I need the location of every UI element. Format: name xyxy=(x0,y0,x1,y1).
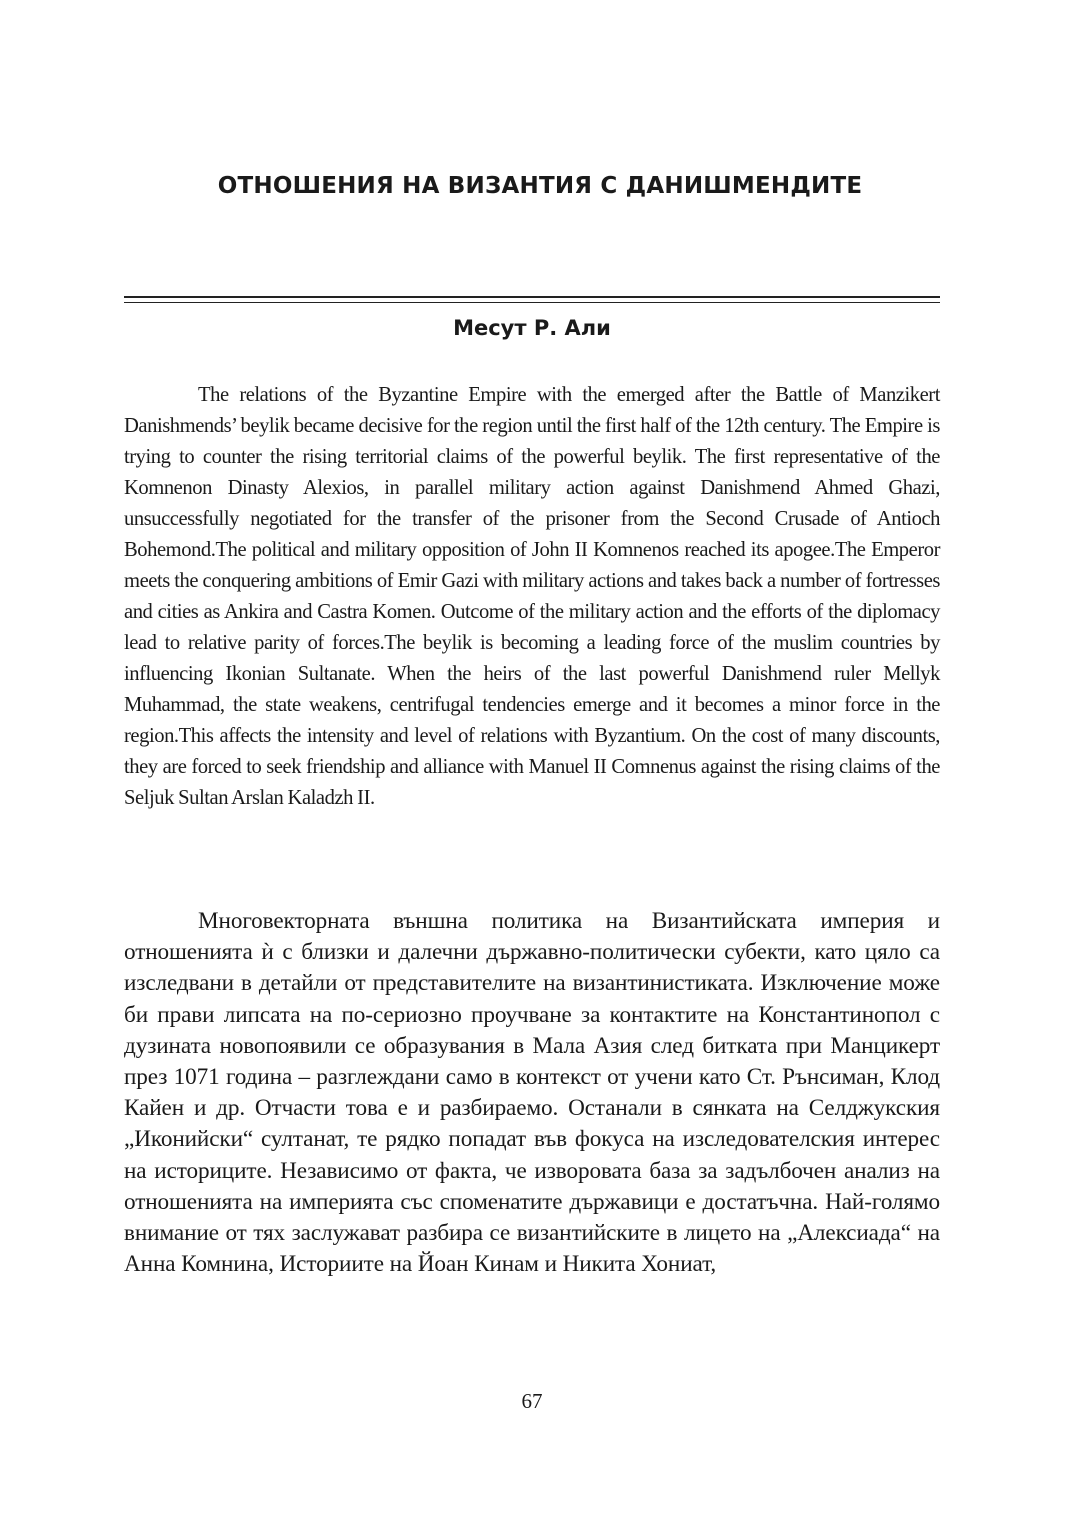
title-divider-thin xyxy=(124,302,940,303)
page-number: 67 xyxy=(521,1389,543,1413)
body-paragraph: Многовекторната външна политика на Византийската империя и отношенията ѝ с близки и далечни държавно-политически субекти, като цяло са изследвани в детайли от представителите на византинистиката. Изключение може би прави липсата на по-сериозно проучване за контактите на Константинопол с дузината новопоявили се образувания в Мала Азия след битката при Манцикерт през 1071 година – разглеждани само в контекст от учени като Ст. Рънсиман, Клод Кайен и др. Отчасти това е и разбираемо. Останали в сянката на Селджукския „Иконийски“ султанат, те рядко попадат във фокуса на изследователския интерес на историците. Независимо от факта, че изворовата база за задълбочен анализ на отношенията на империята със споменатите държавици е достатъчна. Най-голямо внимание от тях заслужават разбира се византийските в лицето на „Алексиада“ на Анна Комнина, Историите на Йоан Кинам и Никита Хониат, xyxy=(124,908,940,1278)
title-divider-thick xyxy=(124,296,940,298)
page-title: ОТНОШЕНИЯ НА ВИЗАНТИЯ С ДАНИШМЕНДИТЕ xyxy=(217,173,863,199)
abstract-paragraph: The relations of the Byzantine Empire with the emerged after the Battle of Manzikert Danishmends’ beylik became decisive for the region until the first half of the 12th century. The Empire is trying to counter the rising territorial claims of the powerful beylik. The first representative of the Komnenon Dinasty Alexios, in parallel military action against Danishmend Ahmed Ghazi, unsuccessfully negotiated for the transfer of the prisoner from the Second Crusade of Antioch Bohemond.The political and military opposition of John II Komnenos reached its apogee.The Emperor meets the conquering ambitions of Emir Gazi with military actions and takes back a number of fortresses and cities as Ankira and Castra Komen. Outcome of the military action and the efforts of the diplomacy lead to relative parity of forces.The beylik is becoming a leading force of the muslim countries by influencing Ikonian Sultanate. When the heirs of the last powerful Danishmend ruler Mellyk Muhammad, the state weakens, centrifugal tendencies emerge and it becomes a minor force in the region.This affects the intensity and level of relations with Byzantium. On the cost of many discounts, they are forced to seek friendship and alliance with Manuel II Comnenus against the rising claims of the Seljuk Sultan Arslan Kaladzh II. xyxy=(124,384,940,809)
author-name: Месут Р. Али xyxy=(453,316,611,340)
